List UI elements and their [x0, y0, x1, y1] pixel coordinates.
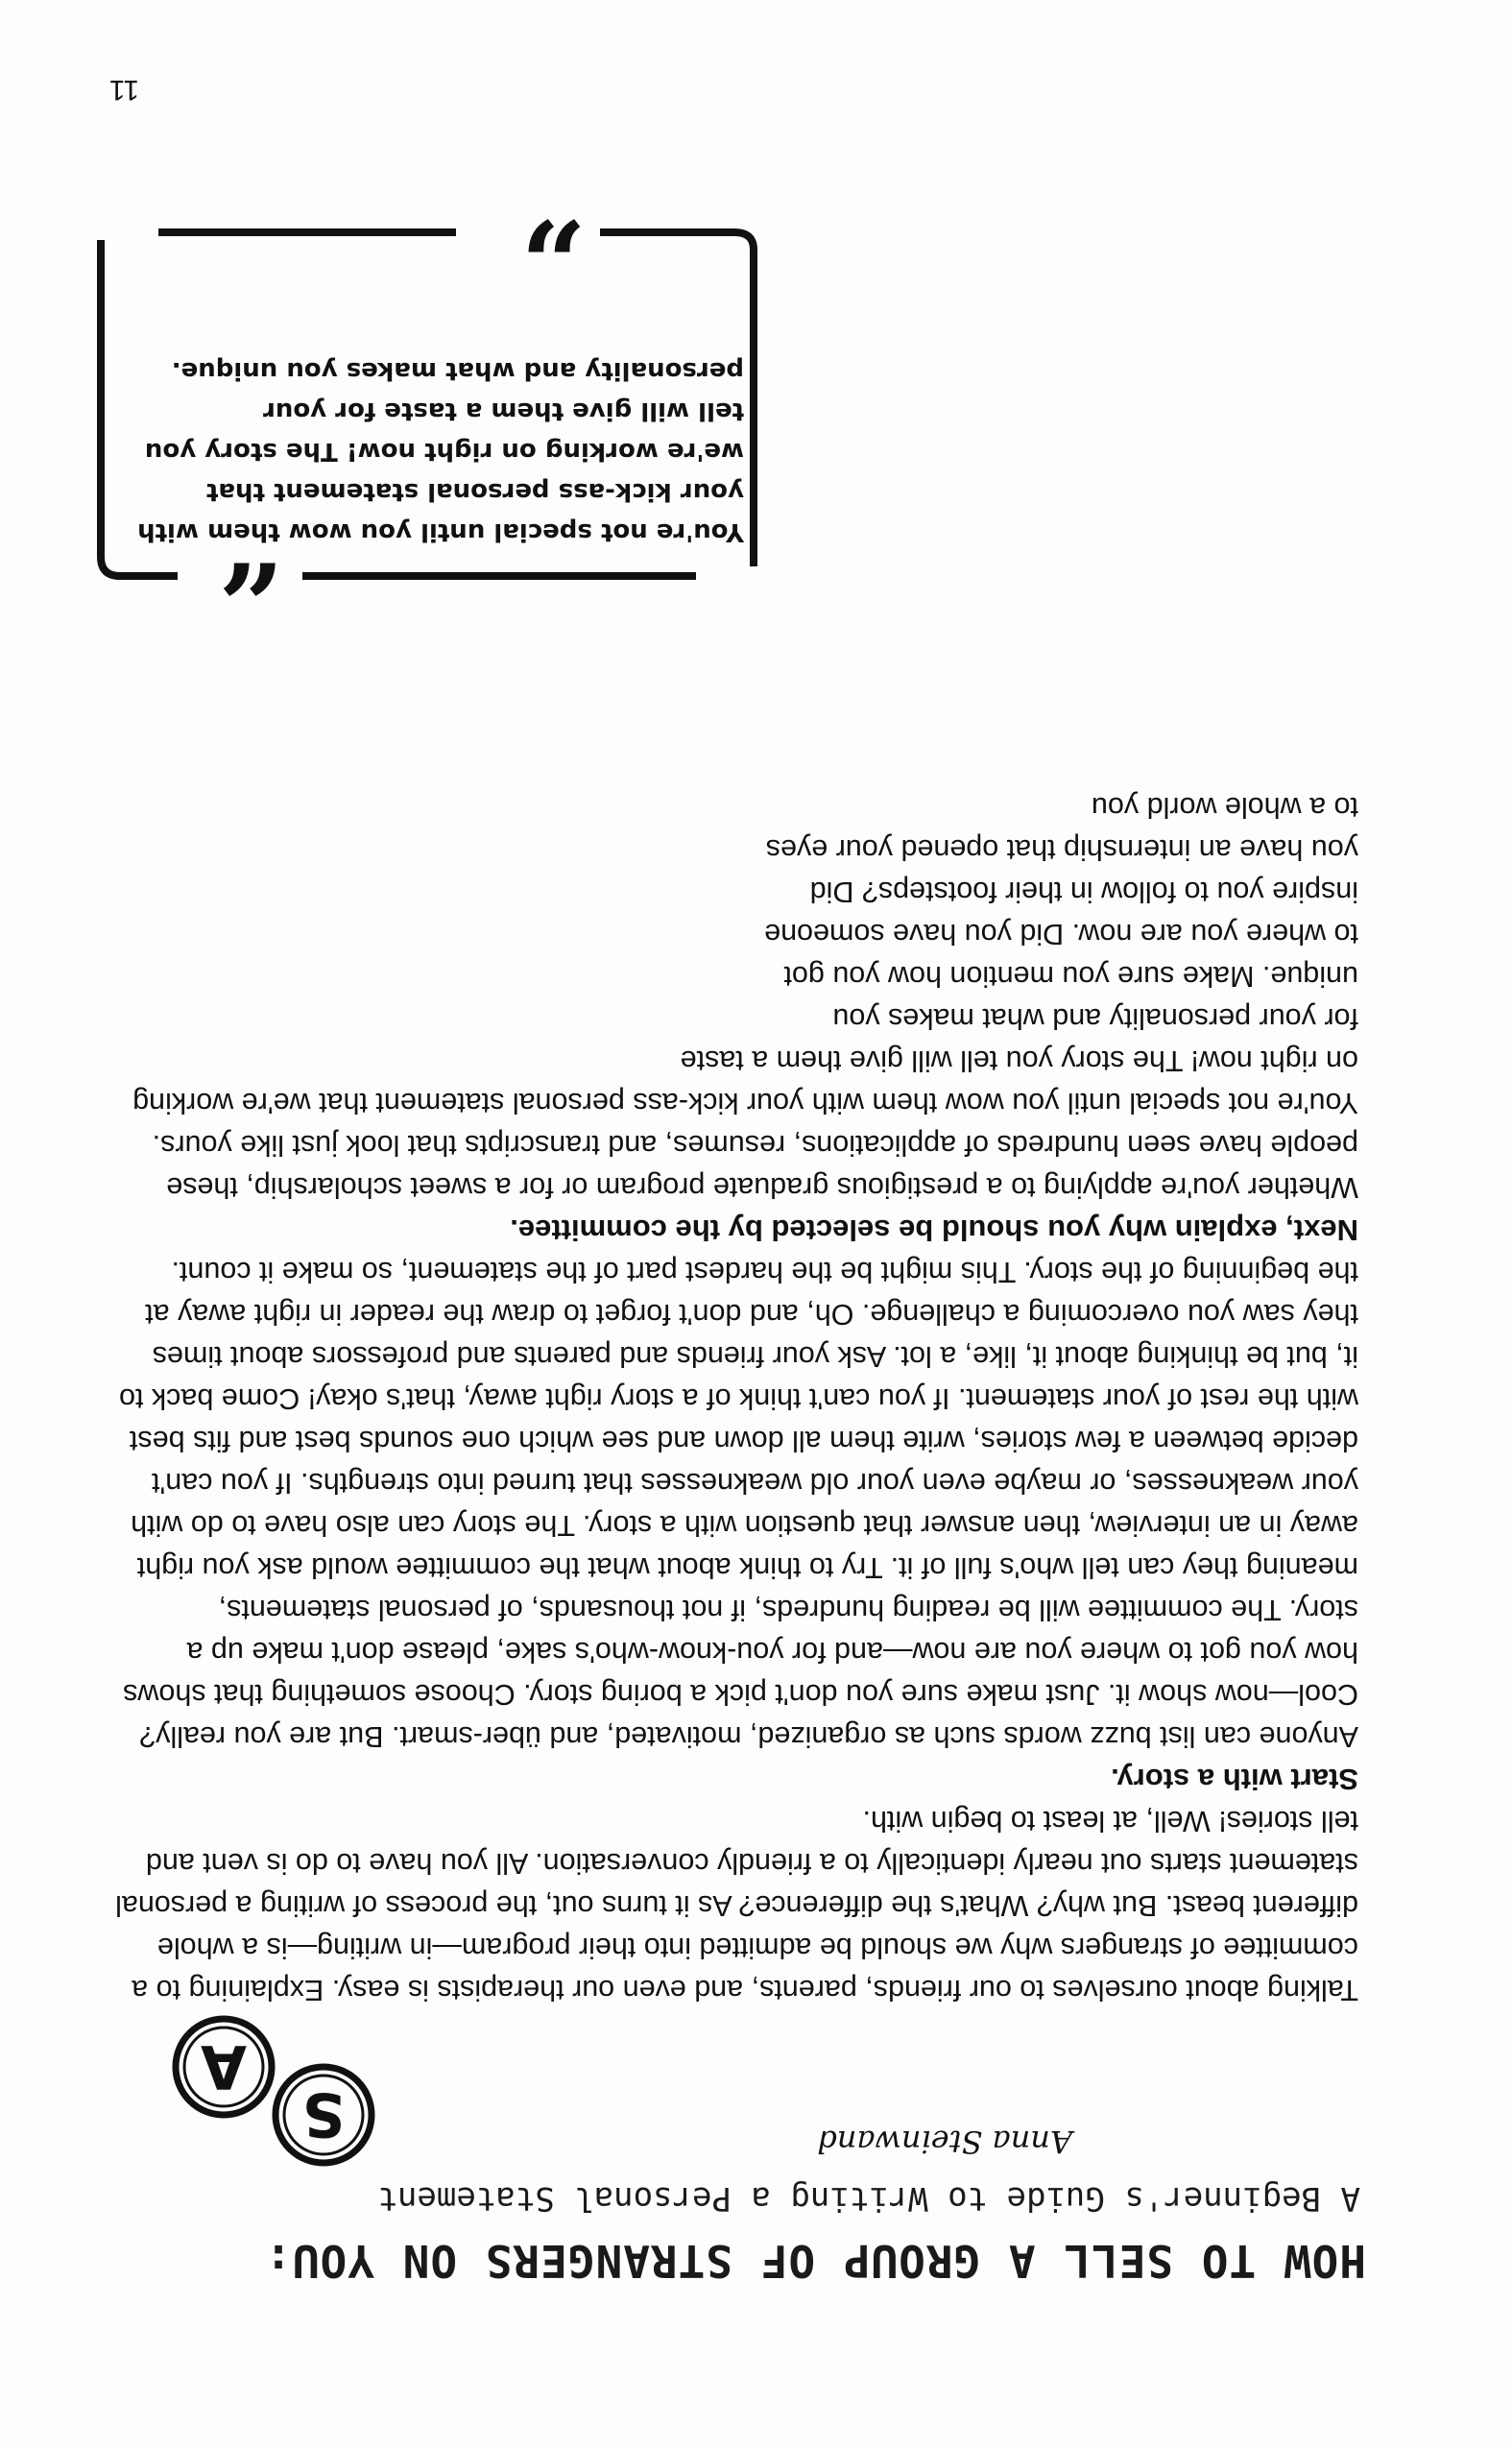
story-paragraph: Anyone can list buzz words such as organized, motivated, and über-smart. But are you really? Cool—now show it. Just make sure you don't pick a boring story. Choose something that shows how you got to where you are now—and for you-know-who's sake, please don't make up a story. The committee will be reading hundreds, if not thousands, of personal statements, meaning they can tell who's full of it. Try to think about what the committee would ask you right away in an interview, then answer that question with a story. The story can also have to do with your weaknesses, or maybe even your old weaknesses that turned into strengths. If you can't decide between a few stories, write them all down and see which one sounds best and fits best with the rest of your statement. If you can't think of a story right away, that's okay! Come back to it, but be thinking about it, like, a lot. Ask your friends and parents and professors about times they saw you overcoming a challenge. Oh, and don't forget to draw the reader in right away at the beginning of the story. This might be the hardest part of the statement, so make it count. — [119, 1256, 1358, 1753]
logo-letter-a: A — [201, 2031, 247, 2101]
section-heading-start: Start with a story. — [1111, 1763, 1358, 1796]
intro-paragraph: Talking about ourselves to our friends, parents, and even our therapists is easy. Explaining to a committee of strangers why we should be admitted into their program—in writing—is a whole different beast. But why? What's the difference? As it turns out, the process of writing a personal statement starts out nearly identically to a friendly conversation. All you have to do is vent and tell stories! Well, at least to begin with. — [115, 1805, 1358, 2006]
typewriter-key-logo — [158, 2002, 389, 2174]
open-quote-icon: “ — [216, 483, 283, 618]
section-heading-next: Next, explain why you should be selected by the committee. — [510, 1213, 1358, 1247]
logo-key-s — [276, 2067, 372, 2163]
article-title: HOW TO SELL A GROUP OF STRANGERS ON YOU: — [264, 2235, 1366, 2287]
page-number: 11 — [108, 74, 139, 106]
logo-key-a — [176, 2019, 272, 2115]
logo-letter-s: S — [301, 2079, 346, 2149]
selection-paragraph: Whether you're applying to a prestigious graduate program or for a sweet scholarship, these people have seen hundreds of applications, resumes, and transcripts that look just like yours. You're not special until you wow them with your kick-ass personal statement that we're working on right now! The story you tell will give them a taste — [132, 1044, 1358, 1204]
close-quote-icon: ” — [518, 140, 586, 276]
article-body — [110, 786, 1358, 2011]
selection-paragraph-continued: for your personality and what makes you unique. Make sure you mention how you got to where you are now. Did you have someone inspire you to follow in their footsteps? Did you have an internship that opened your eyes to a whole world you — [764, 791, 1358, 1035]
article-subtitle: A Beginner's Guide to Writing a Personal Statement — [377, 2179, 1360, 2218]
pull-quote-text: You're not special until you wow them with your kick-ass personal statement that we're working on right now! The story you tell will give them a taste for your personality and what makes you unique. — [137, 356, 744, 546]
author-name: Anna Steinwand — [817, 2124, 1072, 2160]
